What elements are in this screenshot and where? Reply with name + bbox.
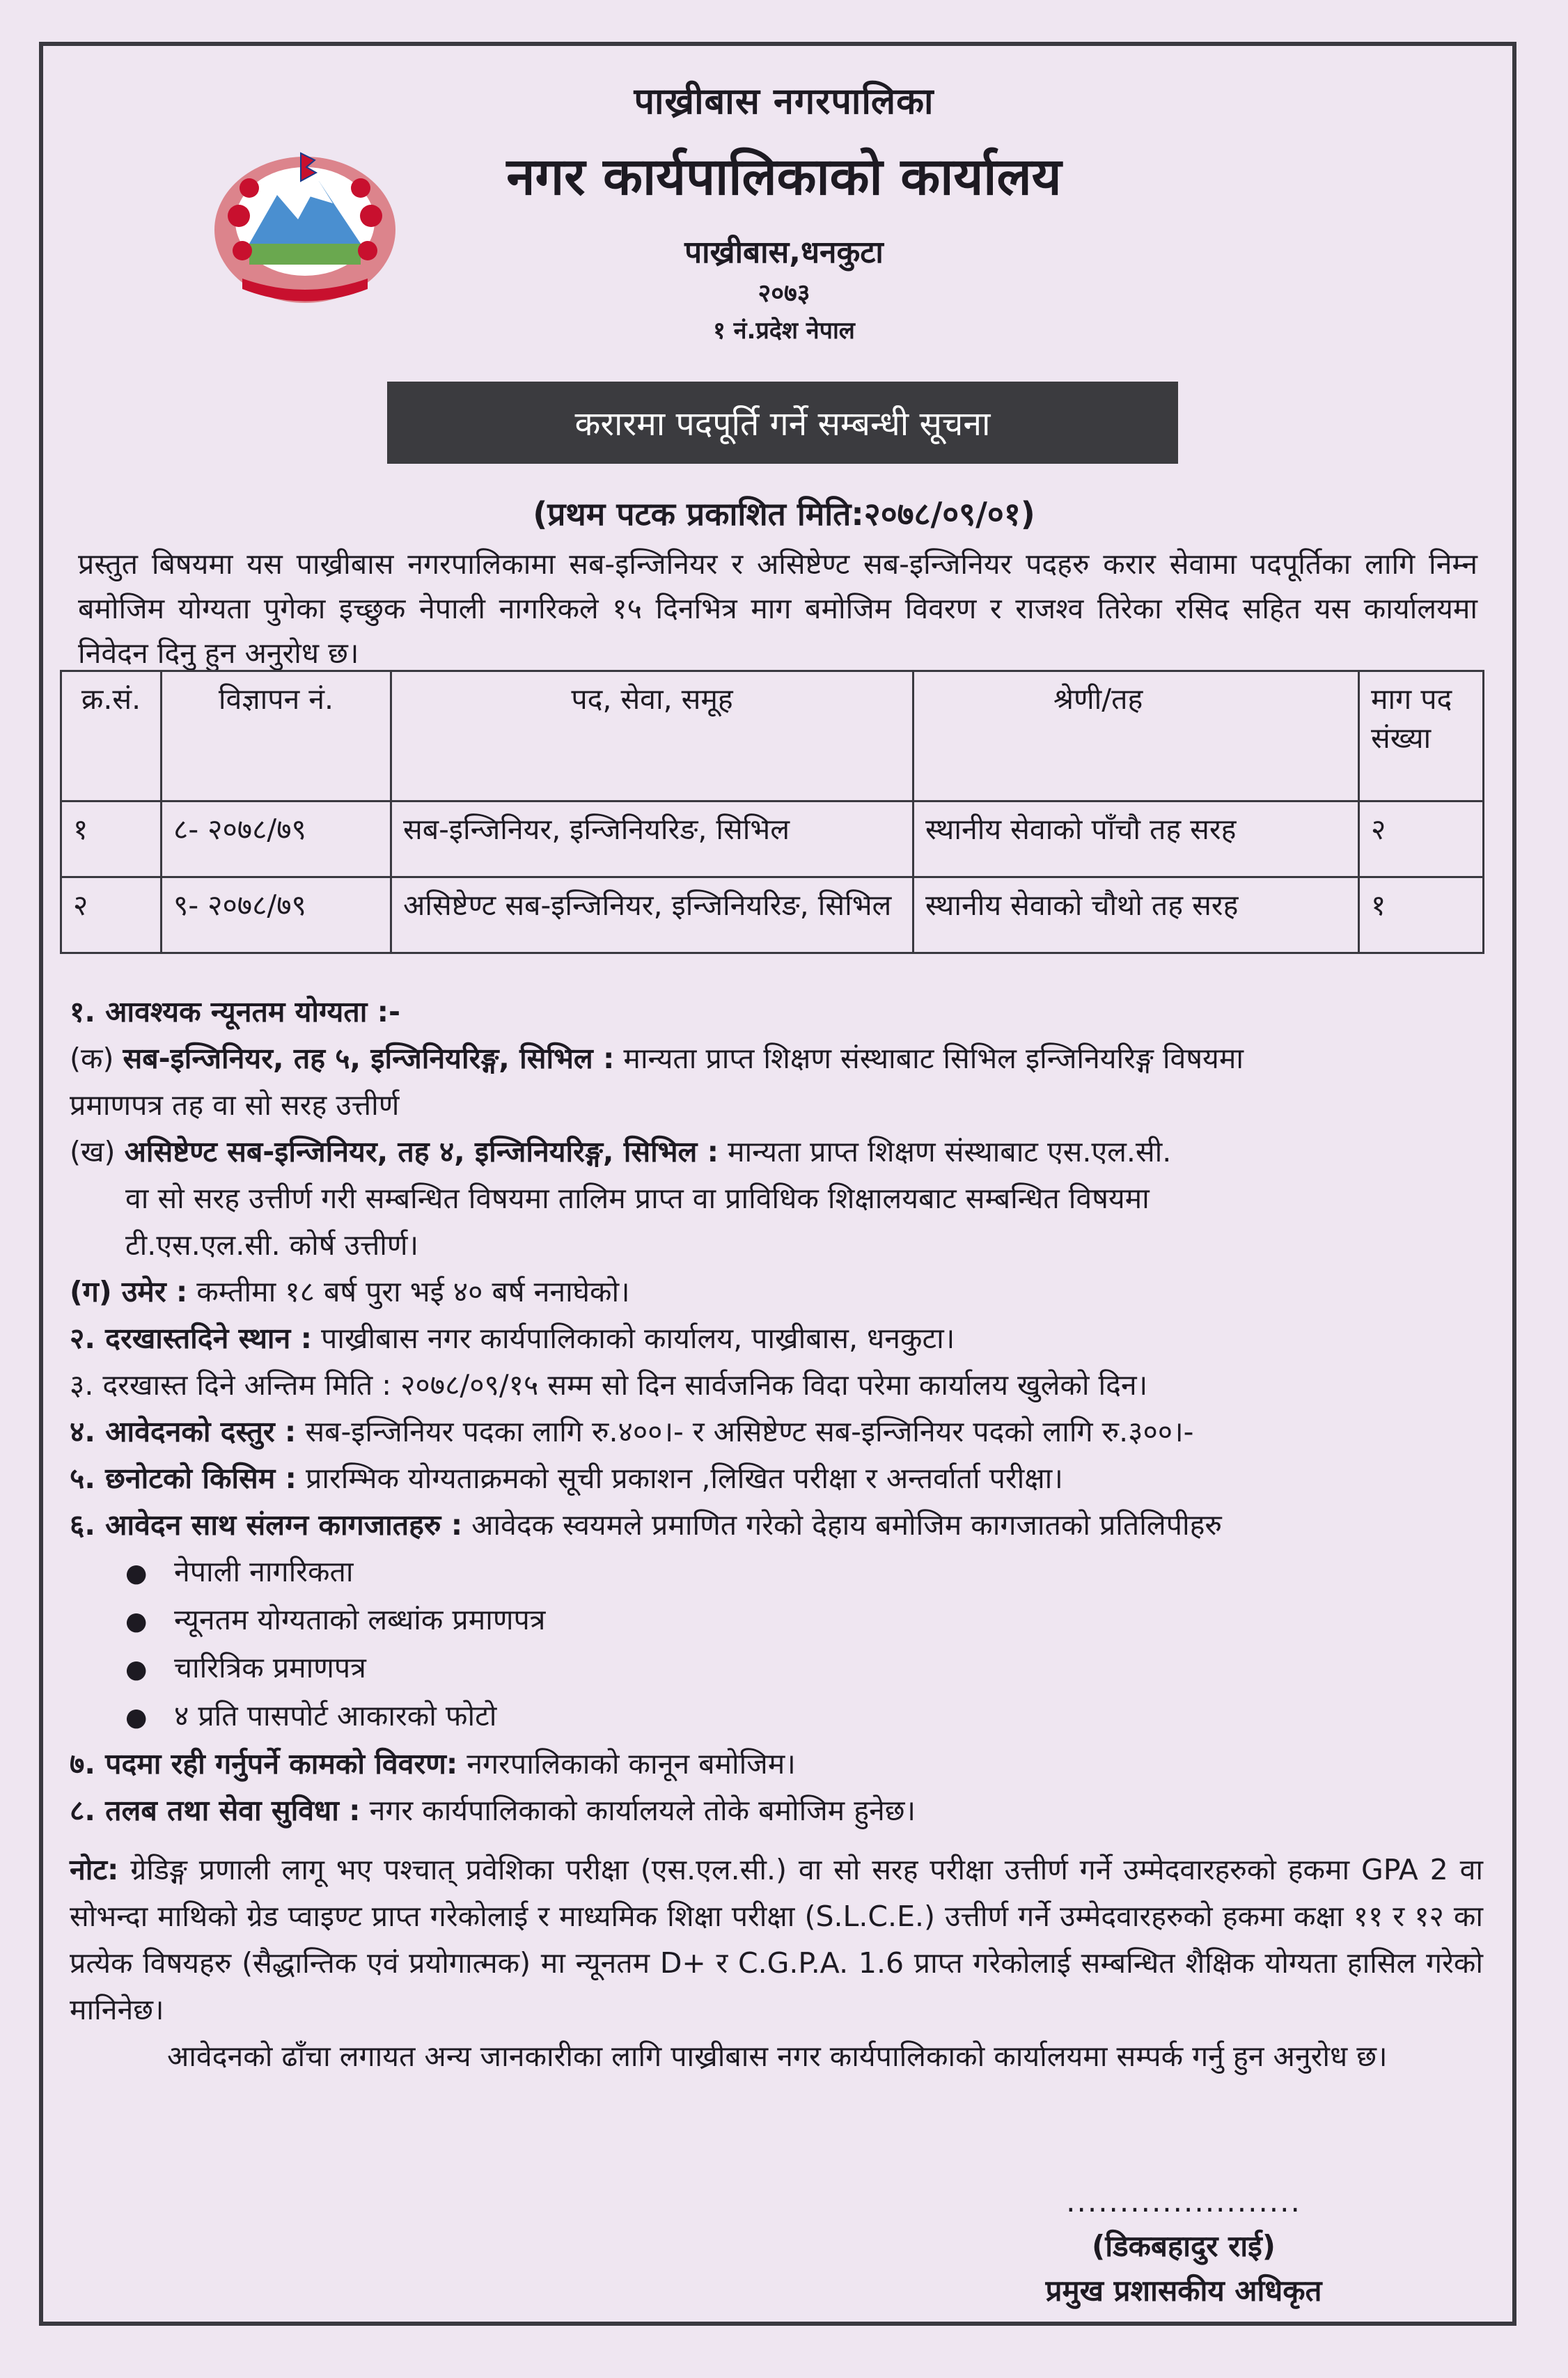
section-1b-cont2: टी.एस.एल.सी. कोर्ष उत्तीर्ण। [125, 1228, 419, 1262]
province-line: १ नं.प्रदेश नेपाल [713, 317, 855, 345]
section-4 [70, 1409, 1483, 1455]
section-2 [70, 1315, 1483, 1362]
bullet-icon: ● [125, 1559, 148, 1588]
signatory-name: (डिकबहादुर राई) [1092, 2229, 1276, 2263]
bullet-icon: ● [125, 1607, 148, 1636]
section-7-text: नगरपालिकाको कानून बमोजिम। [457, 1747, 796, 1781]
section-8 [70, 1788, 1483, 1834]
municipality-name: पाख्रीबास नगरपालिका [634, 81, 934, 123]
section-4-text: सब-इन्जिनियर पदका लागि रु.४००।- र असिष्टेण्ट सब-इन्जिनियर पदको लागि रु.३००।- [296, 1415, 1194, 1448]
section-1a-text: मान्यता प्राप्त शिक्षण संस्थाबाट सिभिल इन्जिनियरिङ्ग विषयमा [614, 1042, 1244, 1075]
cell-post: सब-इन्जिनियर, इन्जिनियरिङ, सिभिल [391, 801, 914, 877]
section-7 [70, 1741, 1483, 1788]
section-1b-cont1: वा सो सरह उत्तीर्ण गरी सम्बन्धित विषयमा तालिम प्राप्त वा प्राविधिक शिक्षालयबाट सम्बन्धित विषयमा [125, 1182, 1150, 1215]
cell-post: असिष्टेण्ट सब-इन्जिनियर, इन्जिनियरिङ, सिभिल [391, 877, 914, 953]
section-5-heading: ५. छनोटको किसिम : [70, 1462, 297, 1495]
note-label: नोट: [70, 1853, 119, 1886]
bullet-icon: ● [125, 1703, 148, 1732]
section-8-text: नगर कार्यपालिकाको कार्यालयले तोके बमोजिम हुनेछ। [360, 1794, 916, 1827]
col-header-count: माग पद संख्या [1359, 671, 1484, 801]
notice-body [70, 989, 1483, 2080]
section-1a-label: (क) [70, 1042, 123, 1075]
section-7-heading: ७. पदमा रही गर्नुपर्ने कामको विवरण: [70, 1747, 458, 1781]
cell-advert-no: ९- २०७८/७९ [162, 877, 391, 953]
contact-paragraph: आवेदनको ढाँचा लगायत अन्य जानकारीका लागि पाख्रीबास नगर कार्यपालिकाको कार्यालयमा सम्पर्क गर्नु हुन अनुरोध छ। [167, 2040, 1388, 2073]
section-2-text: पाख्रीबास नगर कार्यपालिकाको कार्यालय, पाख्रीबास, धनकुटा। [311, 1322, 955, 1355]
section-1a-heading: सब-इन्जिनियर, तह ५, इन्जिनियरिङ्ग, सिभिल : [123, 1042, 615, 1075]
table-row [61, 801, 1484, 877]
section-5-text: प्रारम्भिक योग्यताक्रमको सूची प्रकाशन ,लिखित परीक्षा र अन्तर्वार्ता परीक्षा। [296, 1462, 1063, 1495]
section-3: ३. दरखास्त दिने अन्तिम मिति : २०७८/०९/१५ सम्म सो दिन सार्वजनिक विदा परेमा कार्यालय खुलेको दिन। [70, 1368, 1148, 1402]
section-1a-cont: प्रमाणपत्र तह वा सो सरह उत्तीर्ण [70, 1088, 400, 1122]
section-1-title: १. आवश्यक न्यूनतम योग्यता :- [70, 995, 401, 1028]
section-1a [70, 1035, 1483, 1082]
table-row [61, 877, 1484, 953]
vacancy-table [60, 670, 1484, 954]
section-4-heading: ४. आवेदनको दस्तुर : [70, 1415, 297, 1448]
section-1c-heading: (ग) उमेर : [70, 1275, 188, 1308]
signature-block [1003, 2180, 1365, 2313]
list-item-text: नेपाली नागरिकता [174, 1555, 354, 1588]
intro-paragraph: प्रस्तुत बिषयमा यस पाख्रीबास नगरपालिकामा सब-इन्जिनियर र असिष्टेण्ट सब-इन्जिनियर पदहरु करार सेवामा पदपूर्तिका लागि निम्न बमोजिम योग्यता पुगेका इच्छुक नेपाली नागरिकले १५ दिनभित्र माग बमोजिम विवरण र राजश्व तिरेका रसिद सहित यस कार्यालयमा निवेदन दिनु हुन अनुरोध छ। [78, 547, 1477, 670]
cell-level: स्थानीय सेवाको चौथो तह सरह [914, 877, 1359, 953]
section-6-heading: ६. आवेदन साथ संलग्न कागजातहरु : [70, 1508, 463, 1542]
cell-count: २ [1359, 801, 1484, 877]
section-2-heading: २. दरखास्तदिने स्थान : [70, 1322, 312, 1355]
cell-count: १ [1359, 877, 1484, 953]
bullet-icon: ● [125, 1655, 148, 1684]
col-header-serial: क्र.सं. [61, 671, 162, 801]
cell-level: स्थानीय सेवाको पाँचौ तह सरह [914, 801, 1359, 877]
col-header-post: पद, सेवा, समूह [391, 671, 914, 801]
signature-line: ...................... [1066, 2184, 1301, 2219]
section-8-heading: ८. तलब तथा सेवा सुविधा : [70, 1794, 361, 1827]
section-6 [70, 1502, 1483, 1549]
notice-title-banner: करारमा पदपूर्ति गर्ने सम्बन्धी सूचना [387, 382, 1178, 464]
section-1b-label: (ख) [70, 1135, 125, 1168]
cell-serial: १ [61, 801, 162, 877]
note-text: ग्रेडिङ्ग प्रणाली लागू भए पश्चात् प्रवेशिका परीक्षा (एस.एल.सी.) वा सो सरह परीक्षा उत्तीर्ण गर्ने उम्मेदवारहरुको हकमा GPA 2 वा सोभन्दा माथिको ग्रेड प्वाइण्ट प्राप्त गरेकोलाई र माध्यमिक शिक्षा परीक्षा (S.L.C.E.) उत्तीर्ण गर्ने उम्मेदवारहरुको हकमा कक्षा ११ र १२ का प्रत्येक विषयहरु (सैद्धान्तिक एवं प्रयोगात्मक) मा न्यूनतम D+ र C.G.P.A. 1.6 प्राप्त गरेकोलाई सम्बन्धित शैक्षिक योग्यता हासिल गरेको मानिनेछ। [70, 1853, 1483, 2026]
section-5 [70, 1455, 1483, 1502]
list-item [70, 1645, 1483, 1693]
list-item [70, 1597, 1483, 1645]
office-location: पाख्रीबास,धनकुटा [684, 235, 884, 270]
list-item-text: चारित्रिक प्रमाणपत्र [174, 1651, 366, 1684]
table-header-row [61, 671, 1484, 801]
section-1b [70, 1129, 1483, 1175]
list-item [70, 1693, 1483, 1741]
list-item-text: ४ प्रति पासपोर्ट आकारको फोटो [174, 1699, 497, 1732]
section-1c [70, 1269, 1483, 1315]
col-header-level: श्रेणी/तह [914, 671, 1359, 801]
section-1c-text: कम्तीमा १८ बर्ष पुरा भई ४० बर्ष ननाघेको। [187, 1275, 630, 1308]
section-1b-text: मान्यता प्राप्त शिक्षण संस्थाबाट एस.एल.सी. [719, 1135, 1172, 1168]
list-item-text: न्यूनतम योग्यताको लब्धांक प्रमाणपत्र [174, 1603, 546, 1636]
col-header-advert-no: विज्ञापन नं. [162, 671, 391, 801]
section-1b-heading: असिष्टेण्ट सब-इन्जिनियर, तह ४, इन्जिनियरिङ्ग, सिभिल : [124, 1135, 719, 1168]
publication-date: (प्रथम पटक प्रकाशित मिति:२०७८/०९/०१) [533, 495, 1035, 533]
cell-advert-no: ८- २०७८/७९ [162, 801, 391, 877]
established-year: २०७३ [758, 279, 810, 308]
note-paragraph [70, 1847, 1483, 2033]
signatory-title: प्रमुख प्रशासकीय अधिकृत [1045, 2274, 1322, 2308]
office-title: नगर कार्यपालिकाको कार्यालय [506, 147, 1062, 207]
section-6-text: आवेदक स्वयमले प्रमाणित गरेको देहाय बमोजिम कागजातको प्रतिलिपीहरु [462, 1508, 1222, 1542]
list-item [70, 1549, 1483, 1597]
cell-serial: २ [61, 877, 162, 953]
